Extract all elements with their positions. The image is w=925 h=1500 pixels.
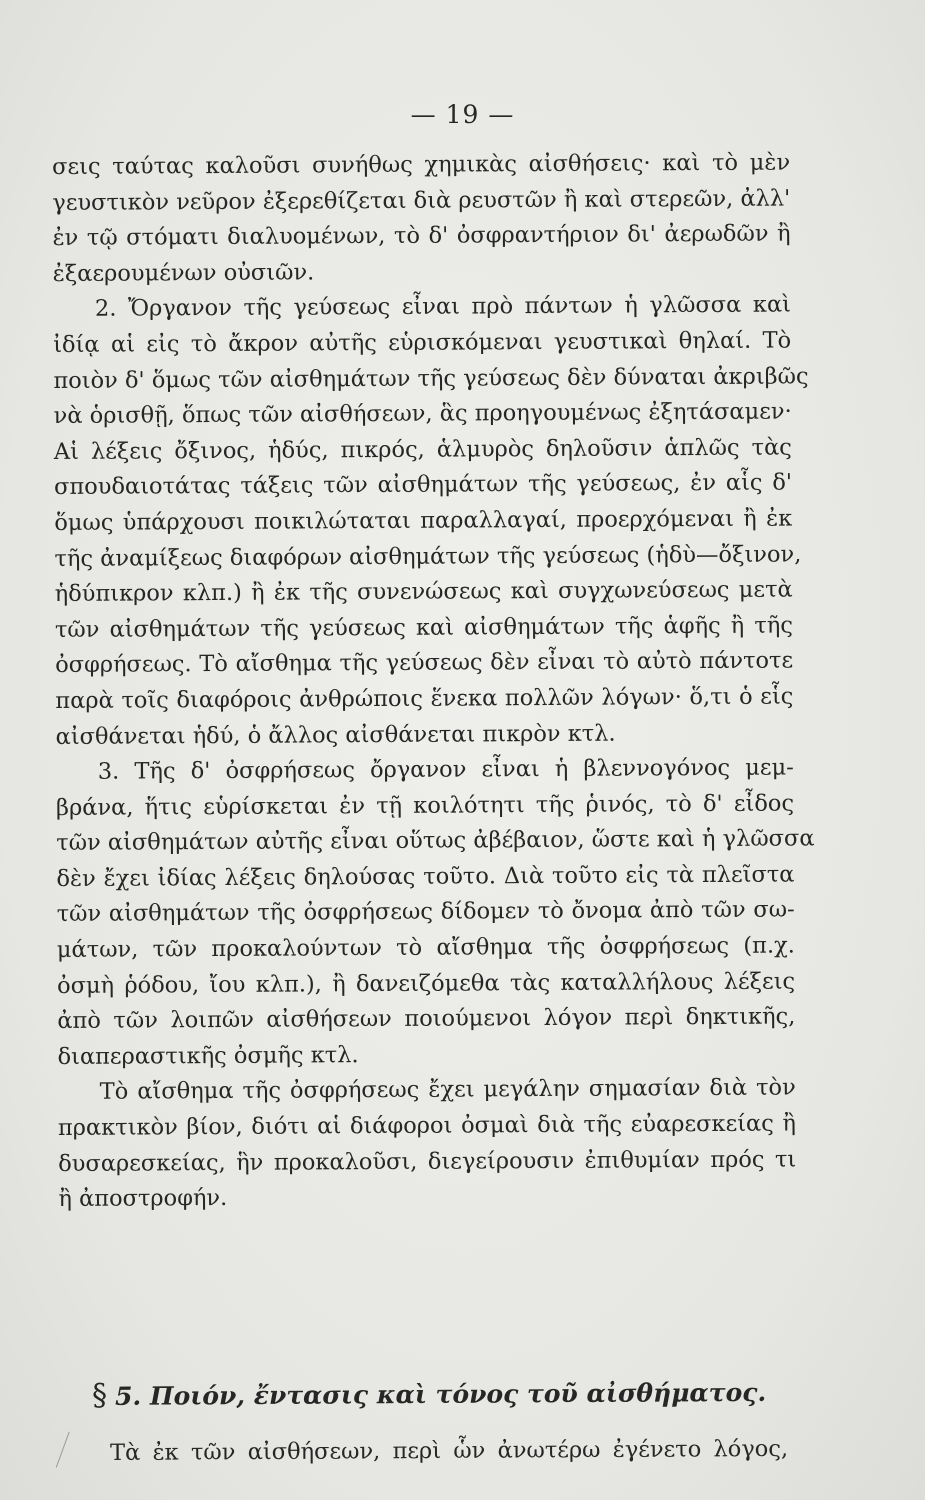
text-line: ἐξαερουμένων οὐσιῶν. bbox=[52, 259, 315, 287]
text-line: νὰ ὁρισθῇ, ὅπως τῶν αἰσθήσεων, ἃς προηγουμένως ἐξητάσαμεν· bbox=[53, 398, 792, 430]
text-line: δὲν ἔχει ἰδίας λέξεις δηλούσας τοῦτο. Διὰ τοῦτο εἰς τὰ πλεῖστα bbox=[56, 861, 795, 892]
text-line: ὅμως ὑπάρχουσι ποικιλώταται παραλλαγαί, προερχόμεναι ἢ ἐκ bbox=[54, 505, 793, 536]
text-line: μάτων, τῶν προκαλούντων τὸ αἴσθημα τῆς ὀσφρήσεως (π.χ. bbox=[56, 932, 795, 964]
text-line: γευστικὸν νεῦρον ἐξερεθίζεται διὰ ρευστῶν ἢ καὶ στερεῶν, ἀλλ' bbox=[52, 185, 791, 216]
text-line: ἢ ἀποστροφήν. bbox=[58, 1185, 228, 1213]
text-line: αἰσθάνεται ἡδύ, ὁ ἄλλος αἰσθάνεται πικρὸν κτλ. bbox=[55, 720, 616, 750]
text-line: σπουδαιοτάτας τάξεις τῶν αἰσθημάτων τῆς γεύσεως, ἐν αἷς δ' bbox=[53, 469, 793, 501]
body-text bbox=[52, 145, 815, 1217]
text-line: πρακτικὸν βίον, διότι αἱ διάφοροι ὀσμαὶ διὰ τῆς εὐαρεσκείας ἢ bbox=[57, 1110, 797, 1142]
text-line: ὀσμὴ ῥόδου, ἴου κλπ.), ἢ δανειζόμεθα τὰς καταλλήλους λέξεις bbox=[57, 968, 796, 999]
section-heading bbox=[92, 1374, 792, 1413]
section-title: 5. Ποιόν, ἔντασις καὶ τόνος τοῦ αἰσθήματος. bbox=[115, 1377, 767, 1411]
text-line: ἡδύπικρον κλπ.) ἢ ἐκ τῆς συνενώσεως καὶ συγχωνεύσεως μετὰ bbox=[54, 576, 793, 608]
text-line: τῶν αἰσθημάτων τῆς γεύσεως καὶ αἰσθημάτων τῆς ἁφῆς ἢ τῆς bbox=[54, 612, 793, 643]
text-line: δυσαρεσκείας, ἣν προκαλοῦσι, διεγείρουσιν ἐπιθυμίαν πρός τι bbox=[58, 1146, 797, 1177]
text-line: παρὰ τοῖς διαφόροις ἀνθρώποις ἕνεκα πολλῶν λόγων· ὅ,τι ὁ εἷς bbox=[55, 683, 794, 714]
text-line: βράνα, ἥτις εὑρίσκεται ἐν τῇ κοιλότητι τῆς ῥινός, τὸ δ' εἶδος bbox=[55, 790, 795, 821]
text-line: σεις ταύτας καλοῦσι συνήθως χημικὰς αἰσθήσεις· καὶ τὸ μὲν bbox=[52, 149, 791, 180]
text-line: ἐν τῷ στόματι διαλυομένων, τὸ δ' ὀσφραντήριον δι' ἀερωδῶν ἢ bbox=[52, 220, 791, 252]
text-line: τῶν αἰσθημάτων αὐτῆς εἶναι οὕτως ἀβέβαιον, ὥστε καὶ ἡ γλῶσσα bbox=[56, 825, 815, 857]
text-line: διαπεραστικῆς ὀσμῆς κτλ. bbox=[57, 1041, 359, 1070]
pencil-mark bbox=[56, 1432, 77, 1471]
text-line: 2. Ὄργανον τῆς γεύσεως εἶναι πρὸ πάντων ἡ γλῶσσα καὶ bbox=[94, 291, 792, 323]
text-line: ποιὸν δ' ὅμως τῶν αἰσθημάτων τῆς γεύσεως δὲν δύναται ἀκριβῶς bbox=[53, 362, 809, 394]
text-line: ἰδίᾳ αἱ εἰς τὸ ἄκρον αὐτῆς εὑρισκόμεναι γευστικαὶ θηλαί. Τὸ bbox=[53, 327, 792, 358]
text-line: ὀσφρήσεως. Τὸ αἴσθημα τῆς γεύσεως δὲν εἶναι τὸ αὐτὸ πάντοτε bbox=[55, 647, 794, 679]
text-line: Τὸ αἴσθημα τῆς ὀσφρήσεως ἔχει μεγάλην σημασίαν διὰ τὸν bbox=[99, 1074, 796, 1106]
text-line: τῆς ἀναμίξεως διαφόρων αἰσθημάτων τῆς γεύσεως (ἡδὺ—ὄξινον, bbox=[54, 540, 802, 572]
text-line: 3. Τῆς δ' ὀσφρήσεως ὄργανον εἶναι ἡ βλεννογόνος μεμ- bbox=[97, 754, 794, 785]
section-symbol: § bbox=[92, 1377, 108, 1413]
text-line: ἀπὸ τῶν λοιπῶν αἰσθήσεων ποιούμενοι λόγον περὶ δηκτικῆς, bbox=[57, 1003, 796, 1035]
page-number: — 19 — bbox=[410, 100, 515, 129]
text-line: τῶν αἰσθημάτων τῆς ὀσφρήσεως δίδομεν τὸ ὄνομα ἀπὸ τῶν σω- bbox=[56, 896, 795, 928]
text-line: Αἱ λέξεις ὄξινος, ἡδύς, πικρός, ἁλμυρὸς δηλοῦσιν ἁπλῶς τὰς bbox=[53, 434, 792, 465]
text-line: Τὰ ἐκ τῶν αἰσθήσεων, περὶ ὧν ἀνωτέρω ἐγένετο λόγος, bbox=[110, 1435, 789, 1466]
